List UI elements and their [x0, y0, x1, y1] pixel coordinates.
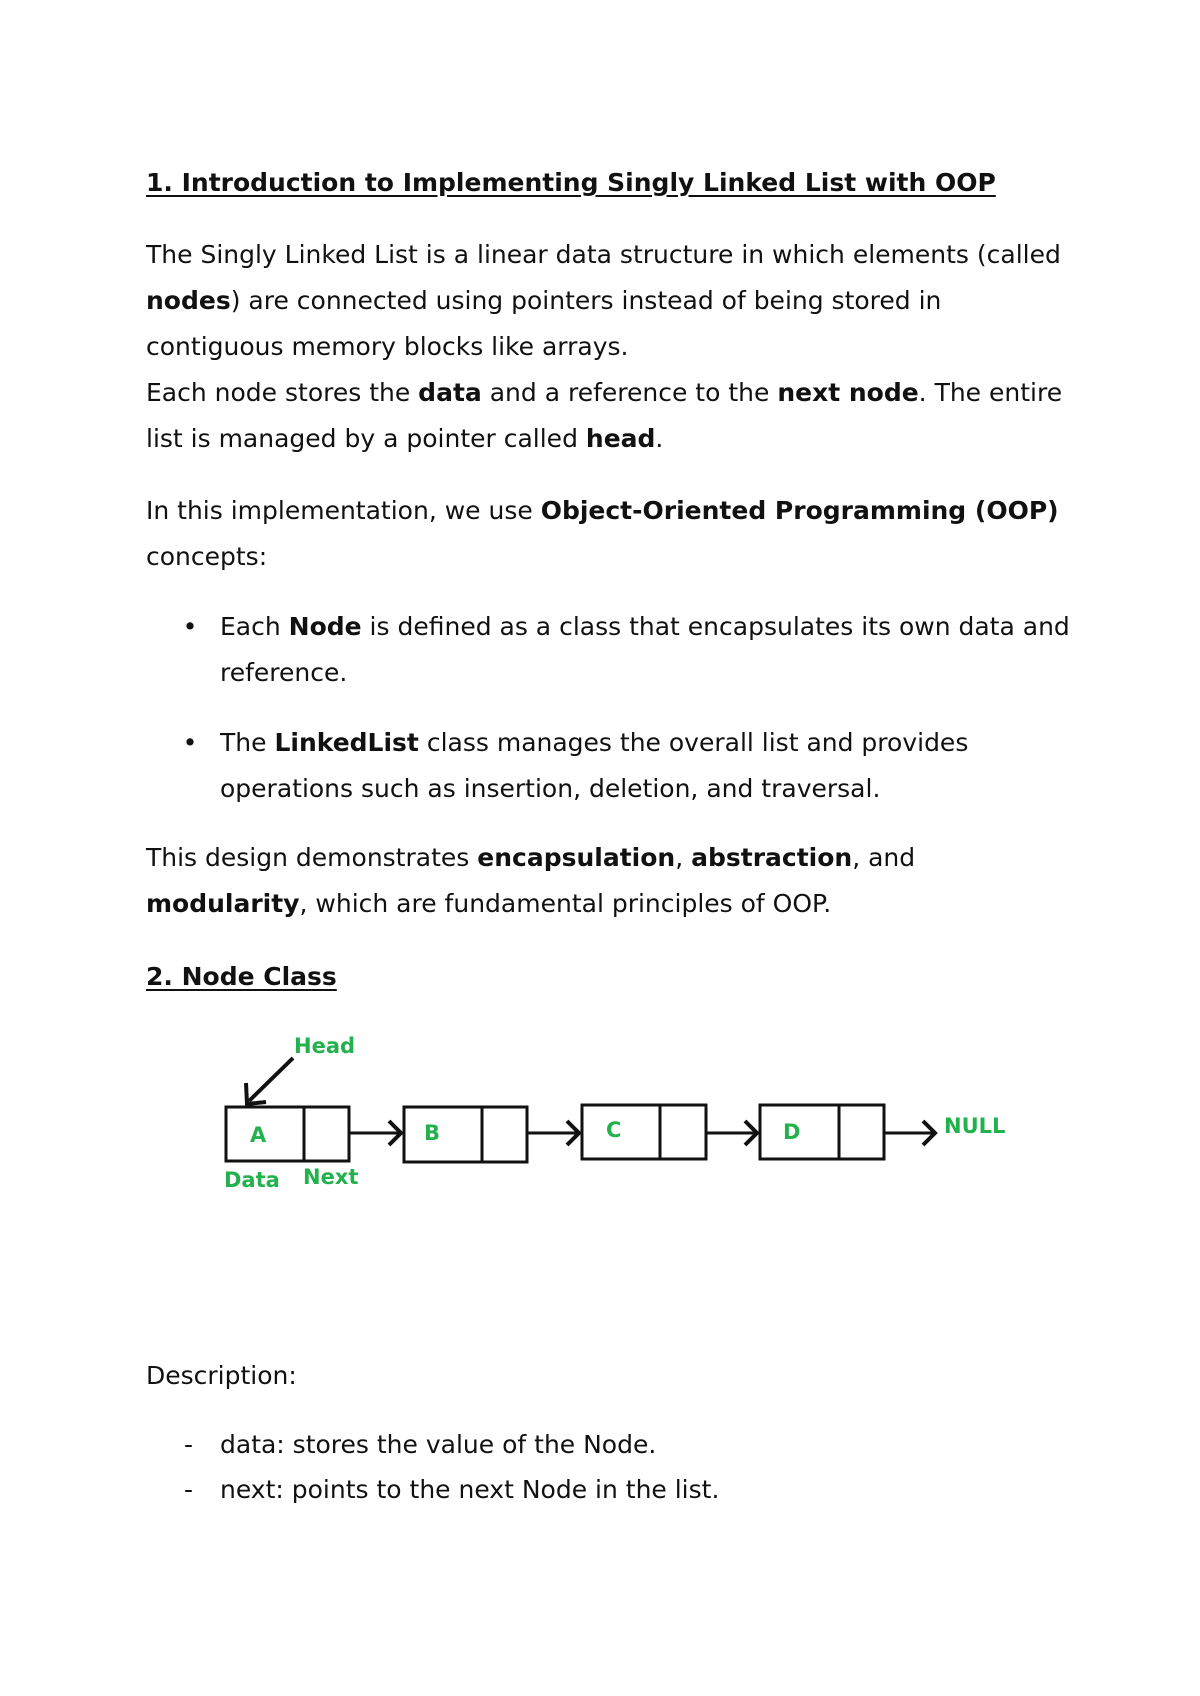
node-data-label: D — [783, 1120, 801, 1144]
bold-term-next-node: next node — [777, 378, 919, 407]
text-run: This design demonstrates — [146, 843, 478, 872]
text-run: . — [655, 424, 664, 453]
head-arrow-line — [249, 1058, 293, 1101]
node-d — [760, 1105, 884, 1159]
node-box — [404, 1107, 527, 1162]
node-data-label: A — [250, 1123, 267, 1147]
arrow-d-null — [884, 1121, 935, 1145]
bold-term-nodes: nodes — [146, 286, 231, 315]
arrow-a-b — [349, 1121, 401, 1145]
bold-term-encapsulation: encapsulation — [477, 843, 676, 872]
head-pointer — [246, 1034, 355, 1104]
node-a — [226, 1107, 349, 1161]
bold-term-linkedlist: LinkedList — [274, 728, 419, 757]
bold-term-oop: Object-Oriented Programming (OOP) — [540, 496, 1059, 525]
next-field-label: Next — [303, 1165, 359, 1189]
bold-term-modularity: modularity — [146, 889, 300, 918]
list-item-text: data: stores the value of the Node. — [220, 1430, 657, 1459]
data-field-label: Data — [224, 1168, 280, 1192]
bold-term-node: Node — [288, 612, 362, 641]
text-run: Each node stores the — [146, 378, 419, 407]
text-run: The — [220, 728, 275, 757]
node-box — [760, 1105, 884, 1159]
text-run: The Singly Linked List is a linear data structure in which elements (called — [146, 240, 1061, 269]
text-run: , and — [852, 843, 916, 872]
text-run: In this implementation, we use — [146, 496, 541, 525]
text-run: and a reference to the — [481, 378, 778, 407]
text-run: ) are connected using pointers instead of being stored in contiguous memory blocks like arrays. — [146, 286, 942, 361]
text-run: , — [675, 843, 692, 872]
text-run: . The entire list is managed by a pointer called — [146, 378, 1063, 453]
bold-term-abstraction: abstraction — [691, 843, 853, 872]
arrow-c-d — [706, 1121, 757, 1145]
text-run: concepts: — [146, 542, 268, 571]
description-label: Description: — [146, 1361, 297, 1390]
text-run: , which are fundamental principles of OOP. — [299, 889, 832, 918]
section1-heading: 1. Introduction to Implementing Singly Linked List with OOP — [146, 168, 996, 197]
arrow-b-c — [527, 1121, 579, 1145]
node-box — [582, 1105, 706, 1159]
dash-marker: - — [184, 1475, 194, 1504]
null-label: NULL — [944, 1114, 1006, 1138]
bold-term-data: data — [418, 378, 482, 407]
node-box — [226, 1107, 349, 1161]
dash-marker: - — [184, 1430, 194, 1459]
text-run: class manages the overall list and provides operations such as insertion, deletion, and traversal. — [220, 728, 969, 803]
bullet-dot-icon: • — [182, 612, 198, 641]
node-c — [582, 1105, 706, 1159]
head-label: Head — [294, 1034, 356, 1058]
node-data-label: B — [424, 1121, 441, 1145]
list-item-text: next: points to the next Node in the list. — [220, 1475, 720, 1504]
node-b — [404, 1107, 527, 1162]
text-run: is defined as a class that encapsulates its own data and reference. — [220, 612, 1070, 687]
bold-term-head: head — [585, 424, 656, 453]
text-run: Each — [220, 612, 289, 641]
bullet-dot-icon: • — [182, 728, 198, 757]
section2-heading: 2. Node Class — [146, 962, 337, 991]
node-data-label: C — [606, 1118, 622, 1142]
